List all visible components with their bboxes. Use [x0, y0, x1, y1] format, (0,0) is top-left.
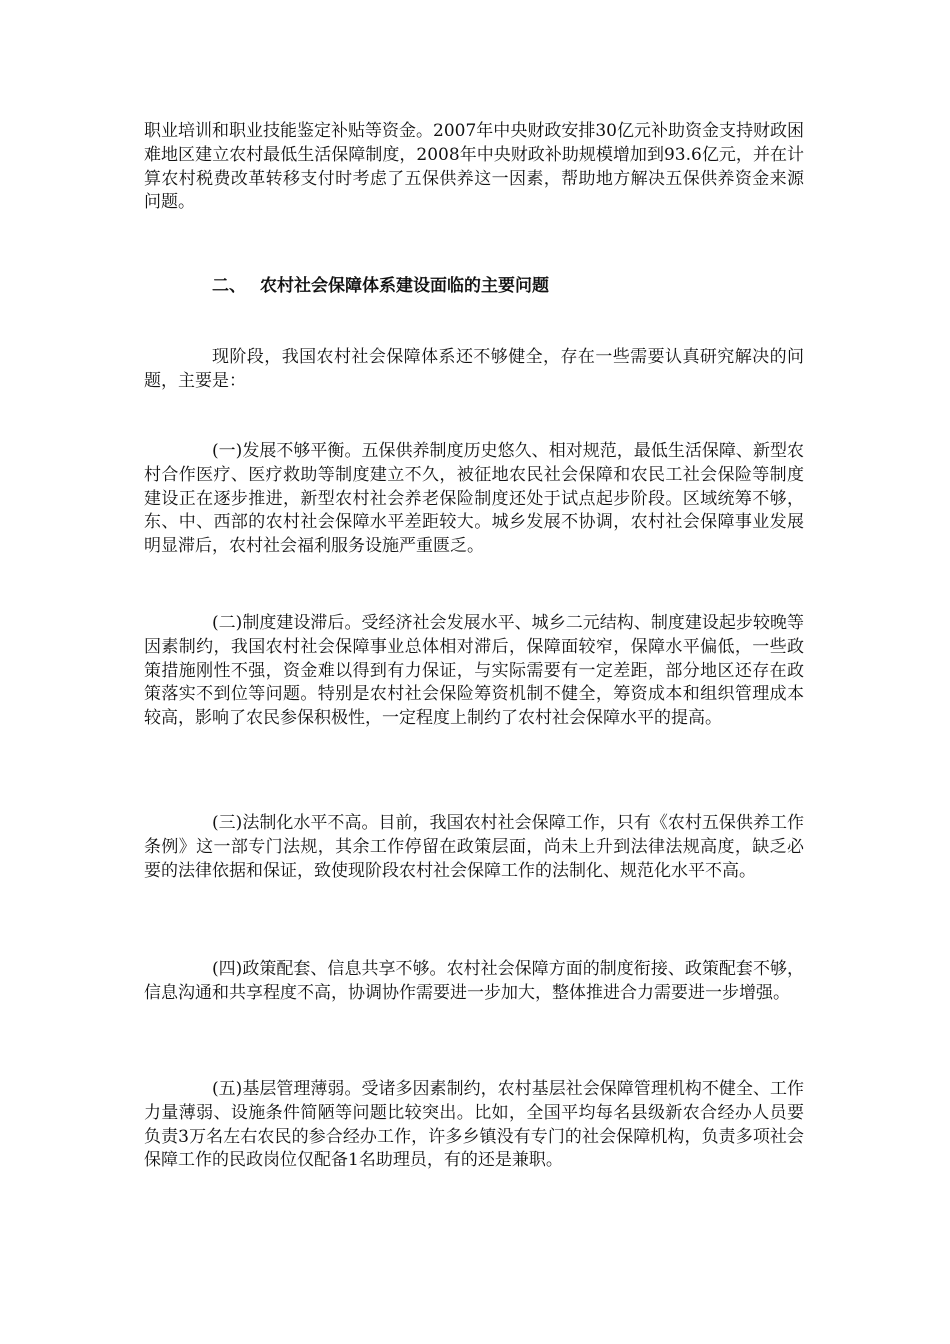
point-paragraph-2: (二)制度建设滞后。受经济社会发展水平、城乡二元结构、制度建设起步较晚等因素制约，我国农村社会保障事业总体相对滞后，保障面较窄，保障水平偏低，一些政策措施刚性不强，资金难以得到有力保证，与实际需要有一定差距，部分地区还存在政策落实不到位等问题。特别是农村社会保险筹资机制不健全，筹资成本和组织管理成本较高，影响了农民参保积极性，一定程度上制约了农村社会保障水平的提高。: [144, 613, 804, 729]
point-paragraph-1: (一)发展不够平衡。五保供养制度历史悠久、相对规范，最低生活保障、新型农村合作医疗、医疗救助等制度建立不久，被征地农民社会保障和农民工社会保险等制度建设正在逐步推进，新型农村社会养老保险制度还处于试点起步阶段。区域统筹不够，东、中、西部的农村社会保障水平差距较大。城乡发展不协调，农村社会保障事业发展明显滞后，农村社会福利服务设施严重匮乏。: [144, 441, 804, 557]
point-paragraph-5: (五)基层管理薄弱。受诸多因素制约，农村基层社会保障管理机构不健全、工作力量薄弱、设施条件简陋等问题比较突出。比如，全国平均每名县级新农合经办人员要负责3万名左右农民的参合经办工作，许多乡镇没有专门的社会保障机构，负责多项社会保障工作的民政岗位仅配备1名助理员，有的还是兼职。: [144, 1079, 804, 1171]
intro-paragraph: 现阶段，我国农村社会保障体系还不够健全，存在一些需要认真研究解决的问题，主要是：: [144, 347, 804, 391]
section-heading-number: 二、: [212, 276, 246, 296]
continuation-paragraph: 职业培训和职业技能鉴定补贴等资金。2007年中央财政安排30亿元补助资金支持财政困难地区建立农村最低生活保障制度，2008年中央财政补助规模增加到93.6亿元，并在计算农村税费改革转移支付时考虑了五保供养这一因素，帮助地方解决五保供养资金来源问题。: [144, 121, 804, 213]
section-heading: [212, 274, 549, 298]
point-paragraph-3: (三)法制化水平不高。目前，我国农村社会保障工作，只有《农村五保供养工作条例》这一部专门法规，其余工作停留在政策层面，尚未上升到法律法规高度，缺乏必要的法律依据和保证，致使现阶段农村社会保障工作的法制化、规范化水平不高。: [144, 813, 804, 881]
section-heading-title: 农村社会保障体系建设面临的主要问题: [260, 276, 549, 296]
point-paragraph-4: (四)政策配套、信息共享不够。农村社会保障方面的制度衔接、政策配套不够，信息沟通和共享程度不高，协调协作需要进一步加大，整体推进合力需要进一步增强。: [144, 959, 804, 1003]
